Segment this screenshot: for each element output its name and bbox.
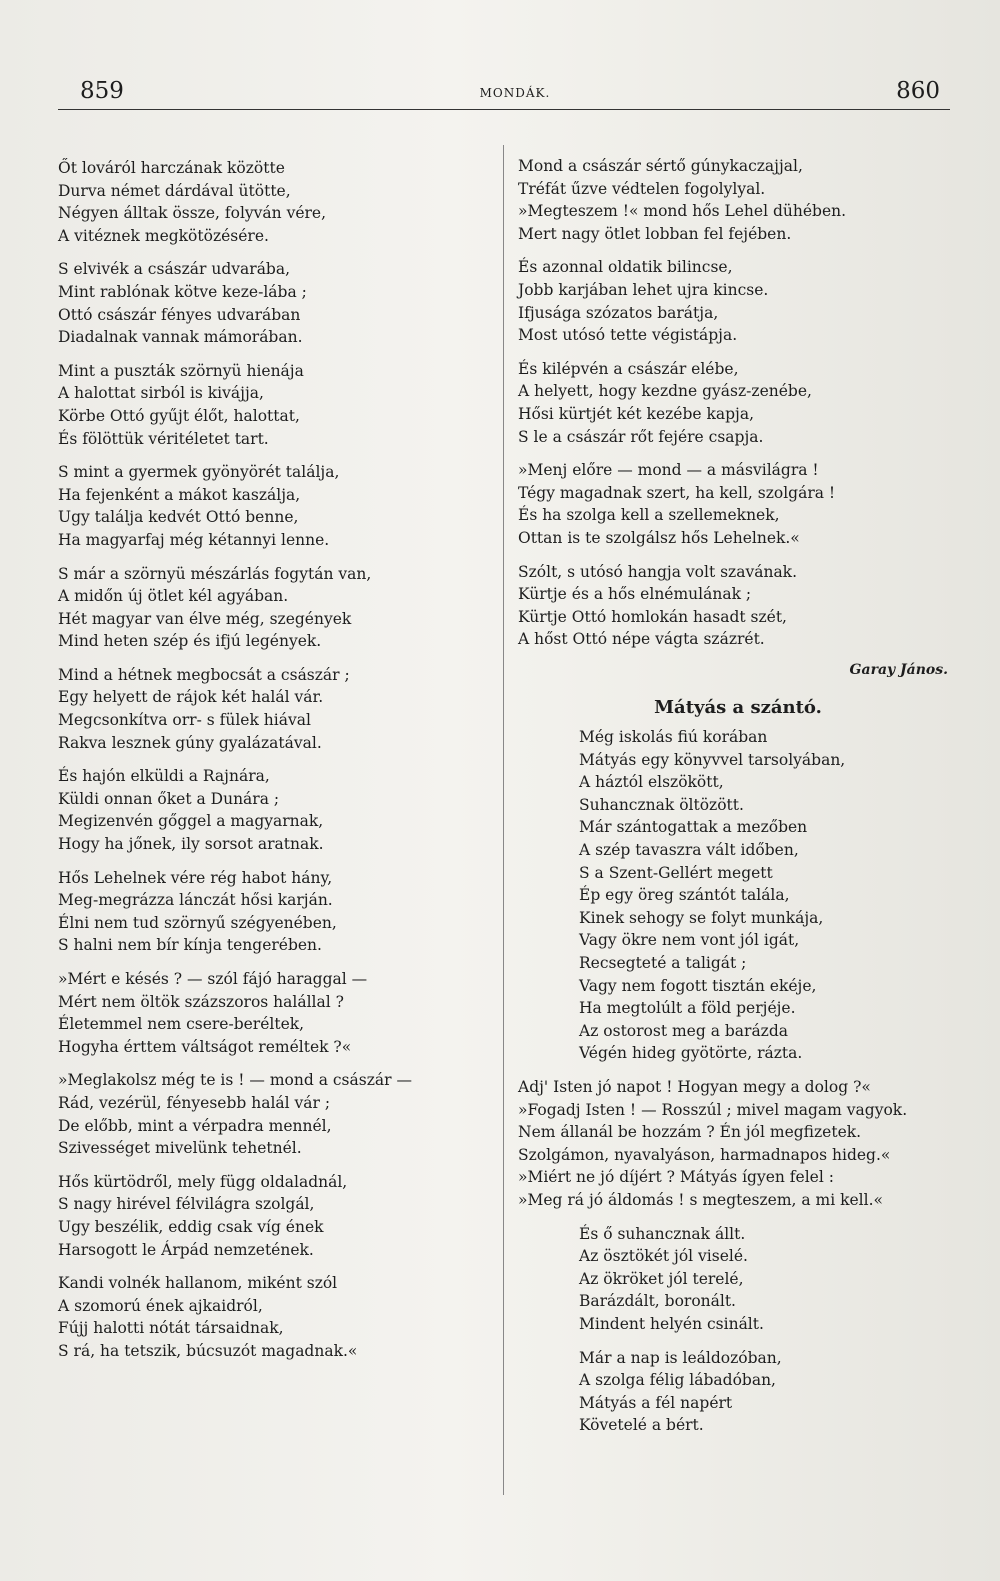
verse-line: Tréfát űzve védtelen fogolylyal. xyxy=(518,179,766,198)
verse-line: Suhancznak öltözött. xyxy=(579,795,744,814)
verse-line: Megizenvén gőggel a magyarnak, xyxy=(58,812,324,831)
verse-line: Megcsonkítva orr- s fülek hiával xyxy=(58,711,311,730)
verse-line: Meg-megrázza lánczát hősi karján. xyxy=(58,891,333,910)
verse-line: Ha magyarfaj még kétannyi lenne. xyxy=(58,530,330,549)
verse-line: A halottat sirból is kivájja, xyxy=(58,384,264,403)
right-column xyxy=(518,155,958,1448)
verse-line: Küldi onnan őket a Dunára ; xyxy=(58,789,280,808)
verse-line: »Megteszem !« mond hős Lehel dühében. xyxy=(518,202,847,221)
verse-line: S a Szent-Gellért megett xyxy=(579,863,773,882)
verse-line: Körbe Ottó gyűjt élőt, halottat, xyxy=(58,406,300,425)
stanza xyxy=(518,256,958,346)
verse-line: A vitéznek megkötözésére. xyxy=(58,226,269,245)
verse-line: Hét magyar van élve még, szegények xyxy=(58,609,352,628)
verse-line: Az ostorost meg a barázda xyxy=(579,1021,789,1040)
verse-line: A szomorú ének ajkaidról, xyxy=(58,1296,263,1315)
verse-line: Követelé a bért. xyxy=(579,1416,704,1435)
stanza xyxy=(518,1223,958,1336)
verse-line: Diadalnak vannak mámorában. xyxy=(58,328,303,347)
verse-line: Egy helyett de rájok két halál vár. xyxy=(58,688,324,707)
verse-line: Mátyás egy könyvvel tarsolyában, xyxy=(579,750,846,769)
author-signature: Garay János. xyxy=(849,661,948,678)
verse-line: Ép egy öreg szántót talála, xyxy=(579,886,790,905)
stanza xyxy=(518,459,958,549)
verse-line: De előbb, mint a vérpadra mennél, xyxy=(58,1116,332,1135)
stanza xyxy=(518,561,958,651)
verse-line: És ő suhancznak állt. xyxy=(579,1224,746,1243)
verse-line: »Meg rá jó áldomás ! s megteszem, a mi kell.« xyxy=(518,1190,884,1209)
matyas-stanzas-end xyxy=(518,1223,958,1437)
verse-line: Kürtje Ottó homlokán hasadt szét, xyxy=(518,607,787,626)
verse-line: A háztól elszökött, xyxy=(579,773,724,792)
verse-line: Mond a császár sértő gúnykaczajjal, xyxy=(518,157,803,175)
verse-line: Kandi volnék hallanom, miként szól xyxy=(58,1274,338,1293)
stanza xyxy=(58,563,488,653)
verse-line: »Menj előre — mond — a másvilágra ! xyxy=(518,461,819,480)
verse-line: Négyen álltak össze, folyván vére, xyxy=(58,204,327,223)
verse-line: Hős Lehelnek vére rég habot hány, xyxy=(58,868,333,887)
page-number-right: 860 xyxy=(896,78,940,104)
verse-line: Hős kürtödről, mely függ oldaladnál, xyxy=(58,1172,348,1191)
verse-line: Kürtje és a hős elnémulának ; xyxy=(518,585,752,604)
stanza xyxy=(518,358,958,448)
verse-line: Ugy beszélik, eddig csak víg ének xyxy=(58,1217,324,1236)
running-title: MONDÁK. xyxy=(479,86,551,100)
verse-line: Hősi kürtjét két kezébe kapja, xyxy=(518,404,755,423)
lehel-poem-ending xyxy=(518,155,958,651)
stanza xyxy=(58,867,488,957)
verse-line: Mind heten szép és ifjú legények. xyxy=(58,632,322,651)
verse-line: És azonnal oldatik bilincse, xyxy=(518,258,733,277)
stanza xyxy=(58,968,488,1058)
stanza xyxy=(58,1171,488,1261)
verse-line: Recsegteté a taligát ; xyxy=(579,954,747,972)
verse-line: S nagy hirével félvilágra szolgál, xyxy=(58,1195,315,1214)
verse-line: A szép tavaszra vált időben, xyxy=(579,841,799,860)
verse-line: Az ökröket jól terelé, xyxy=(579,1269,744,1288)
verse-line: Mátyás a fél napért xyxy=(579,1393,733,1412)
verse-line: Végén hideg gyötörte, rázta. xyxy=(579,1044,803,1063)
verse-line: Harsogott le Árpád nemzetének. xyxy=(58,1240,314,1259)
verse-line: Tégy magadnak szert, ha kell, szolgára ! xyxy=(518,483,836,502)
verse-line: »Meglakolsz még te is ! — mond a császár — xyxy=(58,1071,412,1090)
verse-line: Ha megtolúlt a föld perjéje. xyxy=(579,999,796,1018)
verse-line: »Mért e késés ? — szól fájó haraggal — xyxy=(58,970,368,988)
verse-line: Ottó császár fényes udvarában xyxy=(58,305,301,324)
verse-line: Most utósó tette végistápja. xyxy=(518,326,738,345)
verse-line: Életemmel nem csere-beréltek, xyxy=(58,1015,305,1034)
verse-line: S rá, ha tetszik, búcsuzót magadnak.« xyxy=(58,1341,358,1360)
verse-line: »Miért ne jó díjért ? Mátyás ígyen felel : xyxy=(518,1168,834,1187)
stanza xyxy=(58,461,488,551)
verse-line: Mint a puszták szörnyü hienája xyxy=(58,361,304,380)
header-rule xyxy=(58,109,950,110)
verse-line: S halni nem bír kínja tengerében. xyxy=(58,936,322,955)
verse-line: És hajón elküldi a Rajnára, xyxy=(58,767,270,786)
verse-line: Szivességet mivelünk tehetnél. xyxy=(58,1139,302,1158)
verse-line: Szólt, s utósó hangja volt szavának. xyxy=(518,562,797,581)
verse-line: A midőn új ötlet kél agyában. xyxy=(58,587,289,606)
verse-line: S le a császár rőt fejére csapja. xyxy=(518,427,764,446)
stanza xyxy=(518,1347,958,1437)
verse-line: Mint rablónak kötve keze-lába ; xyxy=(58,282,307,301)
verse-line: És fölöttük véritéletet tart. xyxy=(58,429,269,448)
stanza xyxy=(58,664,488,754)
verse-line: Ugy találja kedvét Ottó benne, xyxy=(58,508,299,527)
verse-line: A szolga félig lábadóban, xyxy=(579,1371,776,1390)
verse-line: Még iskolás fiú korában xyxy=(579,728,768,747)
verse-line: Már szántogattak a mezőben xyxy=(579,818,808,837)
stanza xyxy=(58,360,488,450)
verse-line: Hogyha érttem váltságot reméltek ?« xyxy=(58,1037,352,1056)
verse-line: Szolgámon, nyavalyáson, harmadnapos hideg.« xyxy=(518,1145,891,1164)
verse-line: S elvivék a császár udvarába, xyxy=(58,260,291,279)
verse-line: Ottan is te szolgálsz hős Lehelnek.« xyxy=(518,528,800,547)
verse-line: Rád, vezérül, fényesebb halál vár ; xyxy=(58,1093,331,1112)
verse-line: Mért nem öltök százszoros halállal ? xyxy=(58,992,344,1011)
column-divider xyxy=(503,145,504,1495)
verse-line: Ha fejenként a mákot kaszálja, xyxy=(58,485,301,504)
verse-line: Az ösztökét jól viselé. xyxy=(579,1247,748,1266)
verse-line: Ifjusága szózatos barátja, xyxy=(518,303,719,322)
verse-line: »Fogadj Isten ! — Rosszúl ; mivel magam vagyok. xyxy=(518,1100,908,1119)
verse-line: Kinek sehogy se folyt munkája, xyxy=(579,908,824,927)
verse-line: Fújj halotti nótát társaidnak, xyxy=(58,1319,284,1338)
verse-line: Barázdált, boronált. xyxy=(579,1292,736,1311)
verse-line: A hőst Ottó népe vágta százrét. xyxy=(518,630,765,649)
left-column xyxy=(58,157,488,1374)
verse-line: Hogy ha jőnek, ily sorsot aratnak. xyxy=(58,835,324,854)
verse-line: Adj' Isten jó napot ! Hogyan megy a dolog ?« xyxy=(518,1077,871,1096)
verse-line: És kilépvén a császár elébe, xyxy=(518,359,739,378)
matyas-stanza-1 xyxy=(518,726,958,1065)
verse-line: Jobb karjában lehet ujra kincse. xyxy=(518,280,769,299)
verse-line: Mindent helyén csinált. xyxy=(579,1314,764,1333)
verse-line: Nem állanál be hozzám ? Én jól megfizetek. xyxy=(518,1123,862,1142)
matyas-dialogue xyxy=(518,1076,958,1212)
verse-line: Élni nem tud szörnyű szégyenében, xyxy=(58,913,337,932)
stanza xyxy=(518,155,958,245)
page-header xyxy=(80,78,950,110)
stanza xyxy=(58,1272,488,1362)
verse-line: Mind a hétnek megbocsát a császár ; xyxy=(58,665,350,684)
verse-line: A helyett, hogy kezdne gyász-zenébe, xyxy=(518,382,812,401)
stanza xyxy=(58,1069,488,1159)
verse-line: S már a szörnyü mészárlás fogytán van, xyxy=(58,564,372,583)
stanza xyxy=(58,765,488,855)
verse-line: Rakva lesznek gúny gyalázatával. xyxy=(58,733,322,752)
verse-line: Mert nagy ötlet lobban fel fejében. xyxy=(518,224,792,243)
verse-line: Őt lováról harczának közötte xyxy=(58,159,285,177)
verse-line: S mint a gyermek gyönyörét találja, xyxy=(58,463,340,482)
verse-line: Vagy nem fogott tisztán ekéje, xyxy=(579,976,817,995)
page-number-left: 859 xyxy=(80,78,124,104)
stanza xyxy=(58,258,488,348)
verse-line: Már a nap is leáldozóban, xyxy=(579,1348,782,1367)
verse-line: Vagy ökre nem vont jól igát, xyxy=(579,931,800,950)
stanza xyxy=(58,157,488,247)
verse-line: Durva német dárdával ütötte, xyxy=(58,181,291,200)
poem-title: Mátyás a szántó. xyxy=(654,697,822,719)
verse-line: És ha szolga kell a szellemeknek, xyxy=(518,506,780,525)
